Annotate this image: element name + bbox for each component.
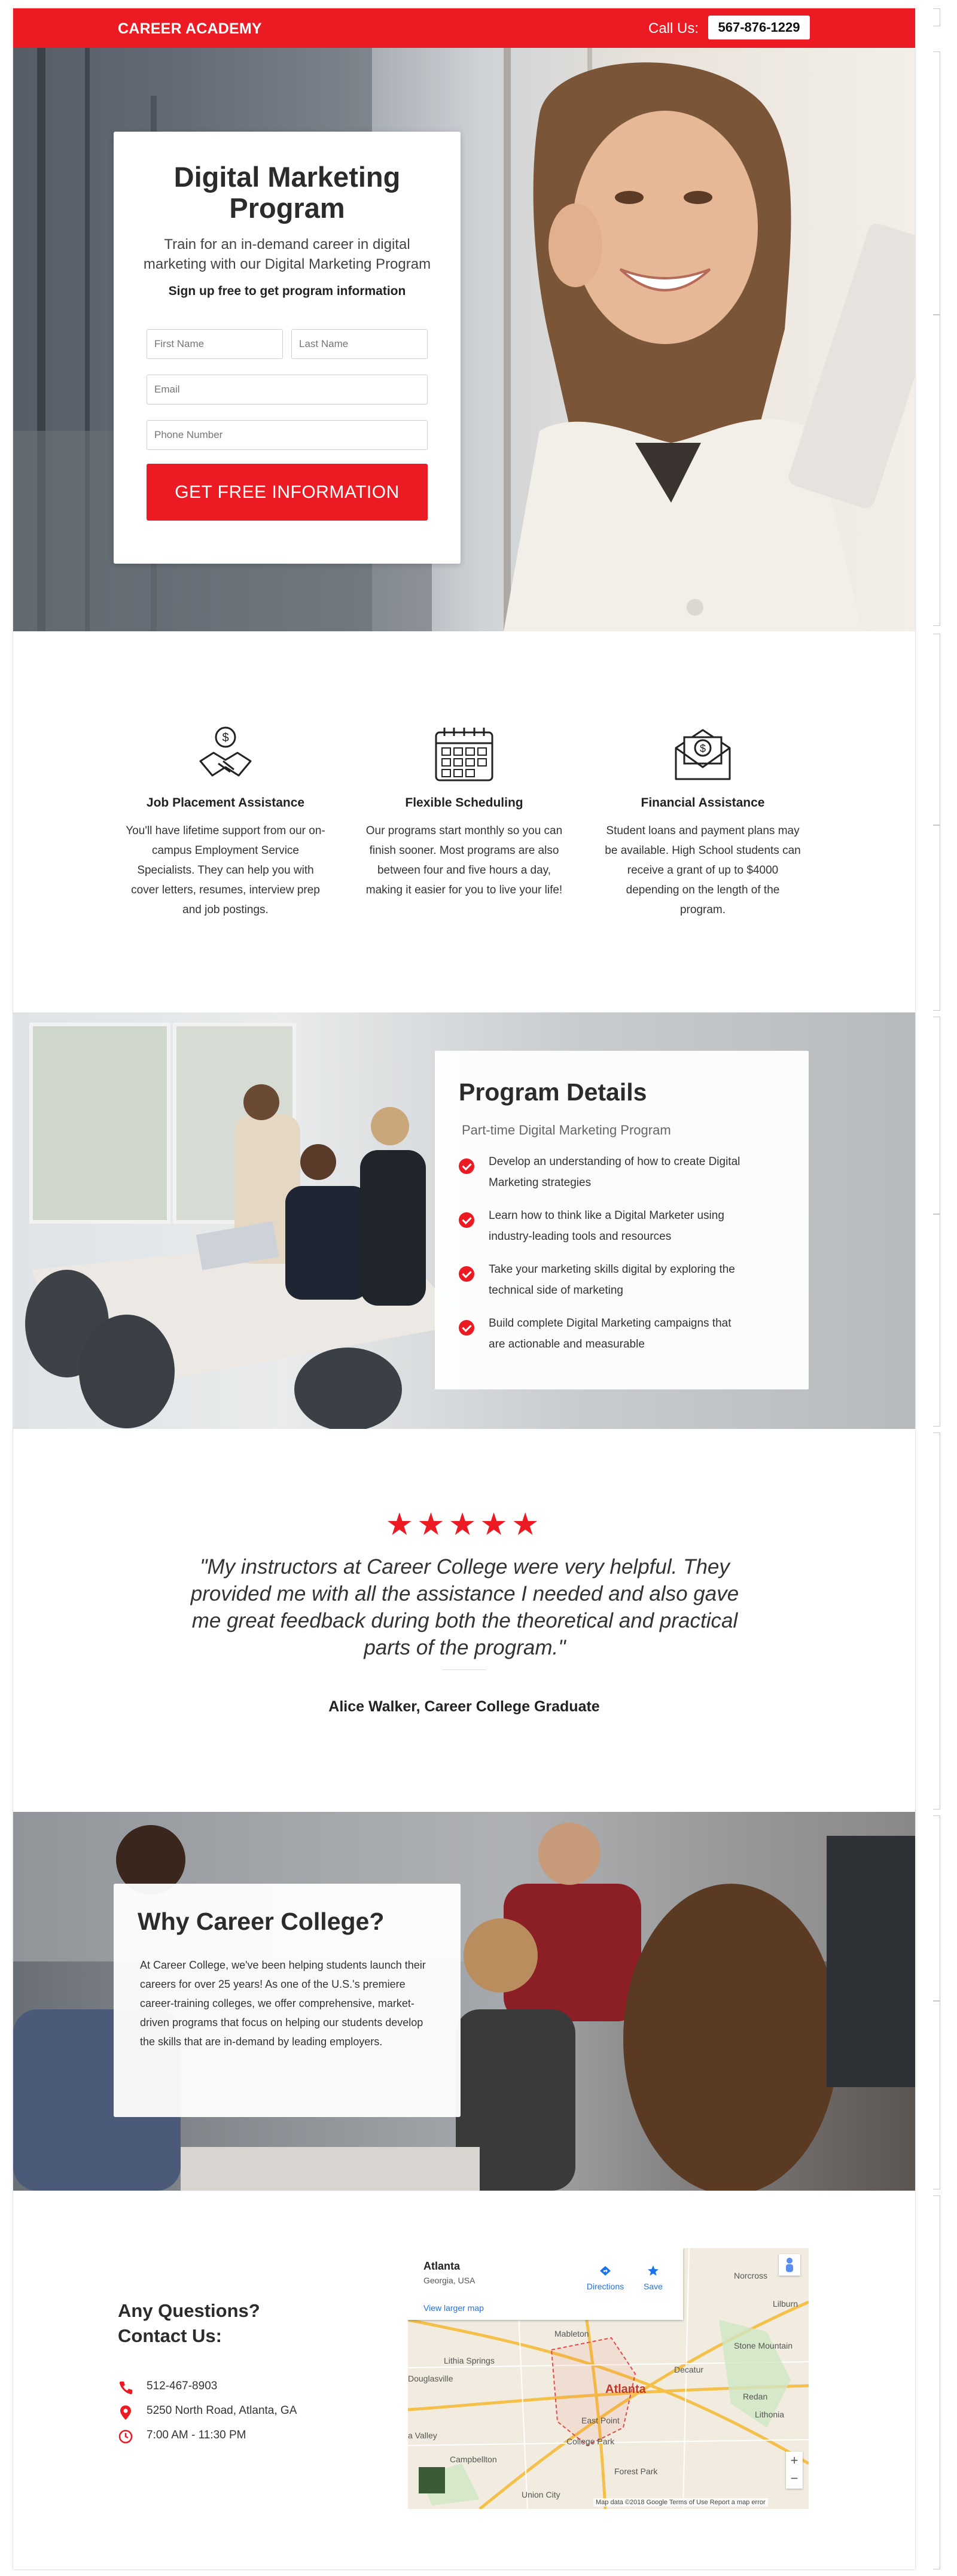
rail-segment (933, 1433, 940, 1809)
program-detail-text: Build complete Digital Marketing campaigns that are actionable and measurable (489, 1317, 732, 1351)
rail-segment (933, 2001, 940, 2189)
phone-icon (118, 2380, 133, 2395)
program-detail-text: Develop an understanding of how to create Digital Marketing strategies (489, 1155, 740, 1189)
program-detail-text: Take your marketing skills digital by exploring the technical side of marketing (489, 1263, 735, 1297)
section-outline-rail (933, 8, 941, 2569)
svg-text:$: $ (699, 743, 706, 755)
map-save-button[interactable] (638, 2282, 668, 2291)
rail-segment (933, 8, 940, 26)
map-zoom-controls[interactable] (786, 2452, 803, 2489)
svg-text:$: $ (222, 731, 229, 744)
map-label: Redan (743, 2392, 768, 2401)
map-label: Mableton (554, 2329, 589, 2338)
feature-flexible-scheduling (356, 724, 572, 900)
map-label: East Point (581, 2416, 620, 2425)
view-larger-map-link[interactable]: View larger map (423, 2303, 484, 2313)
embedded-map[interactable] (408, 2248, 809, 2509)
contact-address: 5250 North Road, Atlanta, GA (147, 2404, 297, 2417)
feature-job-placement (118, 724, 333, 920)
get-free-information-button[interactable]: GET FREE INFORMATION (147, 464, 428, 521)
map-directions-button[interactable] (581, 2282, 629, 2291)
envelope-dollar-icon (670, 724, 736, 784)
program-details-title: Program Details (459, 1078, 647, 1106)
zoom-in-icon[interactable]: + (790, 2453, 798, 2468)
map-label: Lilburn (773, 2299, 798, 2309)
feature-title: Flexible Scheduling (405, 796, 523, 810)
first-name-input[interactable] (147, 329, 283, 359)
feature-title: Financial Assistance (641, 796, 765, 810)
why-card (114, 1884, 461, 2117)
pegman-icon (779, 2254, 800, 2276)
brand-logo-text[interactable]: CAREER ACADEMY (118, 20, 262, 37)
map-label: Douglasville (408, 2374, 453, 2383)
rail-segment (933, 315, 940, 626)
program-details-section (13, 1012, 915, 1429)
lead-form-card (114, 132, 461, 564)
check-icon (459, 1158, 474, 1174)
map-label: Lithonia (755, 2410, 785, 2419)
map-label: Campbellton (450, 2455, 497, 2464)
star-rating-icon: ★★★★★ (385, 1507, 543, 1542)
map-footer: Map data ©2018 Google Terms of Use Report a map error (593, 2498, 768, 2507)
why-section (13, 1812, 915, 2191)
rail-segment (933, 634, 940, 825)
map-label: Atlanta (605, 2383, 646, 2396)
clock-icon (118, 2429, 133, 2444)
contact-hours-row (118, 2429, 246, 2448)
contact-phone-row (118, 2380, 218, 2399)
rail-segment (933, 1214, 940, 1427)
landing-page (13, 8, 915, 2569)
feature-text: Our programs start monthly so you can finish sooner. Most programs are also between four and five hours a day, making it easier for you to live your life! (365, 825, 563, 896)
why-text: At Career College, we've been helping students launch their careers for over 25 years! As one of the U.S.'s premiere career-training colleges, we offer comprehensive, market-driven programs that focus on helping our students develop the skills that are in-demand by leading employers. (140, 1959, 426, 2048)
feature-text: You'll have lifetime support from our on-campus Employment Service Specialists. They can help you with cover letters, resumes, interview prep and job postings. (126, 825, 325, 916)
email-input[interactable] (147, 375, 428, 405)
contact-phone[interactable]: 512-467-8903 (147, 2380, 218, 2392)
last-name-input[interactable] (291, 329, 428, 359)
testimonial-author: Alice Walker, Career College Graduate (328, 1698, 600, 1715)
form-signup-note: Sign up free to get program information (168, 284, 406, 298)
form-title: Digital Marketing Program (173, 161, 401, 224)
zoom-out-icon[interactable]: − (790, 2471, 798, 2486)
star-icon (647, 2265, 659, 2277)
phone-number-input[interactable] (147, 420, 428, 450)
features-section (13, 631, 915, 1012)
feature-financial-assistance (595, 724, 810, 920)
header-phone-link[interactable]: 567-876-1229 (708, 16, 810, 39)
map-region: Georgia, USA (423, 2276, 476, 2285)
divider (442, 1669, 486, 1670)
rail-segment (933, 51, 940, 315)
directions-icon (599, 2265, 612, 2277)
map-pin-icon (118, 2404, 133, 2421)
contact-title: Any Questions? Contact Us: (118, 2300, 260, 2346)
map-label: Norcross (734, 2271, 768, 2280)
check-icon (459, 1212, 474, 1228)
map-label: Stone Mountain (734, 2341, 793, 2350)
map-label: College Park (566, 2437, 615, 2446)
contact-section (13, 2191, 915, 2569)
testimonial-section (13, 1429, 915, 1812)
program-details-card (435, 1051, 809, 1389)
feature-title: Job Placement Assistance (146, 796, 305, 810)
map-label: Decatur (674, 2365, 704, 2374)
testimonial-quote: "My instructors at Career College were very helpful. They provided me with all the assistance I needed and also gave me great feedback during both the theoretical and practical parts of the program." (190, 1555, 739, 1659)
map-directions-label: Directions (586, 2282, 624, 2291)
calendar-icon (431, 724, 497, 784)
top-bar (13, 8, 915, 48)
why-title: Why Career College? (138, 1908, 385, 1935)
call-us-label: Call Us: (648, 20, 699, 37)
map-info-card (408, 2248, 683, 2320)
map-save-label: Save (644, 2282, 663, 2291)
map-label: Forest Park (614, 2466, 658, 2476)
map-city: Atlanta (423, 2260, 461, 2272)
map-label: Lithia Springs (444, 2356, 495, 2365)
form-subtitle: Train for an in-demand career in digital marketing with our Digital Marketing Program (143, 236, 431, 272)
program-detail-text: Learn how to think like a Digital Marketer using industry-leading tools and resources (489, 1209, 724, 1243)
pegman-button[interactable] (779, 2254, 800, 2276)
rail-segment (933, 2195, 940, 2569)
contact-hours: 7:00 AM - 11:30 PM (147, 2429, 246, 2441)
handshake-dollar-icon (196, 724, 255, 784)
feature-text: Student loans and payment plans may be available. High School students can receive a grant of up to $4000 depending on the length of the program. (605, 825, 801, 916)
hero-section (13, 48, 915, 631)
check-icon (459, 1320, 474, 1336)
map-label: a Valley (408, 2431, 437, 2440)
rail-segment (933, 825, 940, 1011)
program-details-subtitle: Part-time Digital Marketing Program (462, 1123, 671, 1138)
rail-segment (933, 1017, 940, 1214)
check-icon (459, 1266, 474, 1282)
contact-address-row (118, 2404, 297, 2425)
rail-segment (933, 1815, 940, 2001)
map-label: Union City (522, 2490, 560, 2499)
